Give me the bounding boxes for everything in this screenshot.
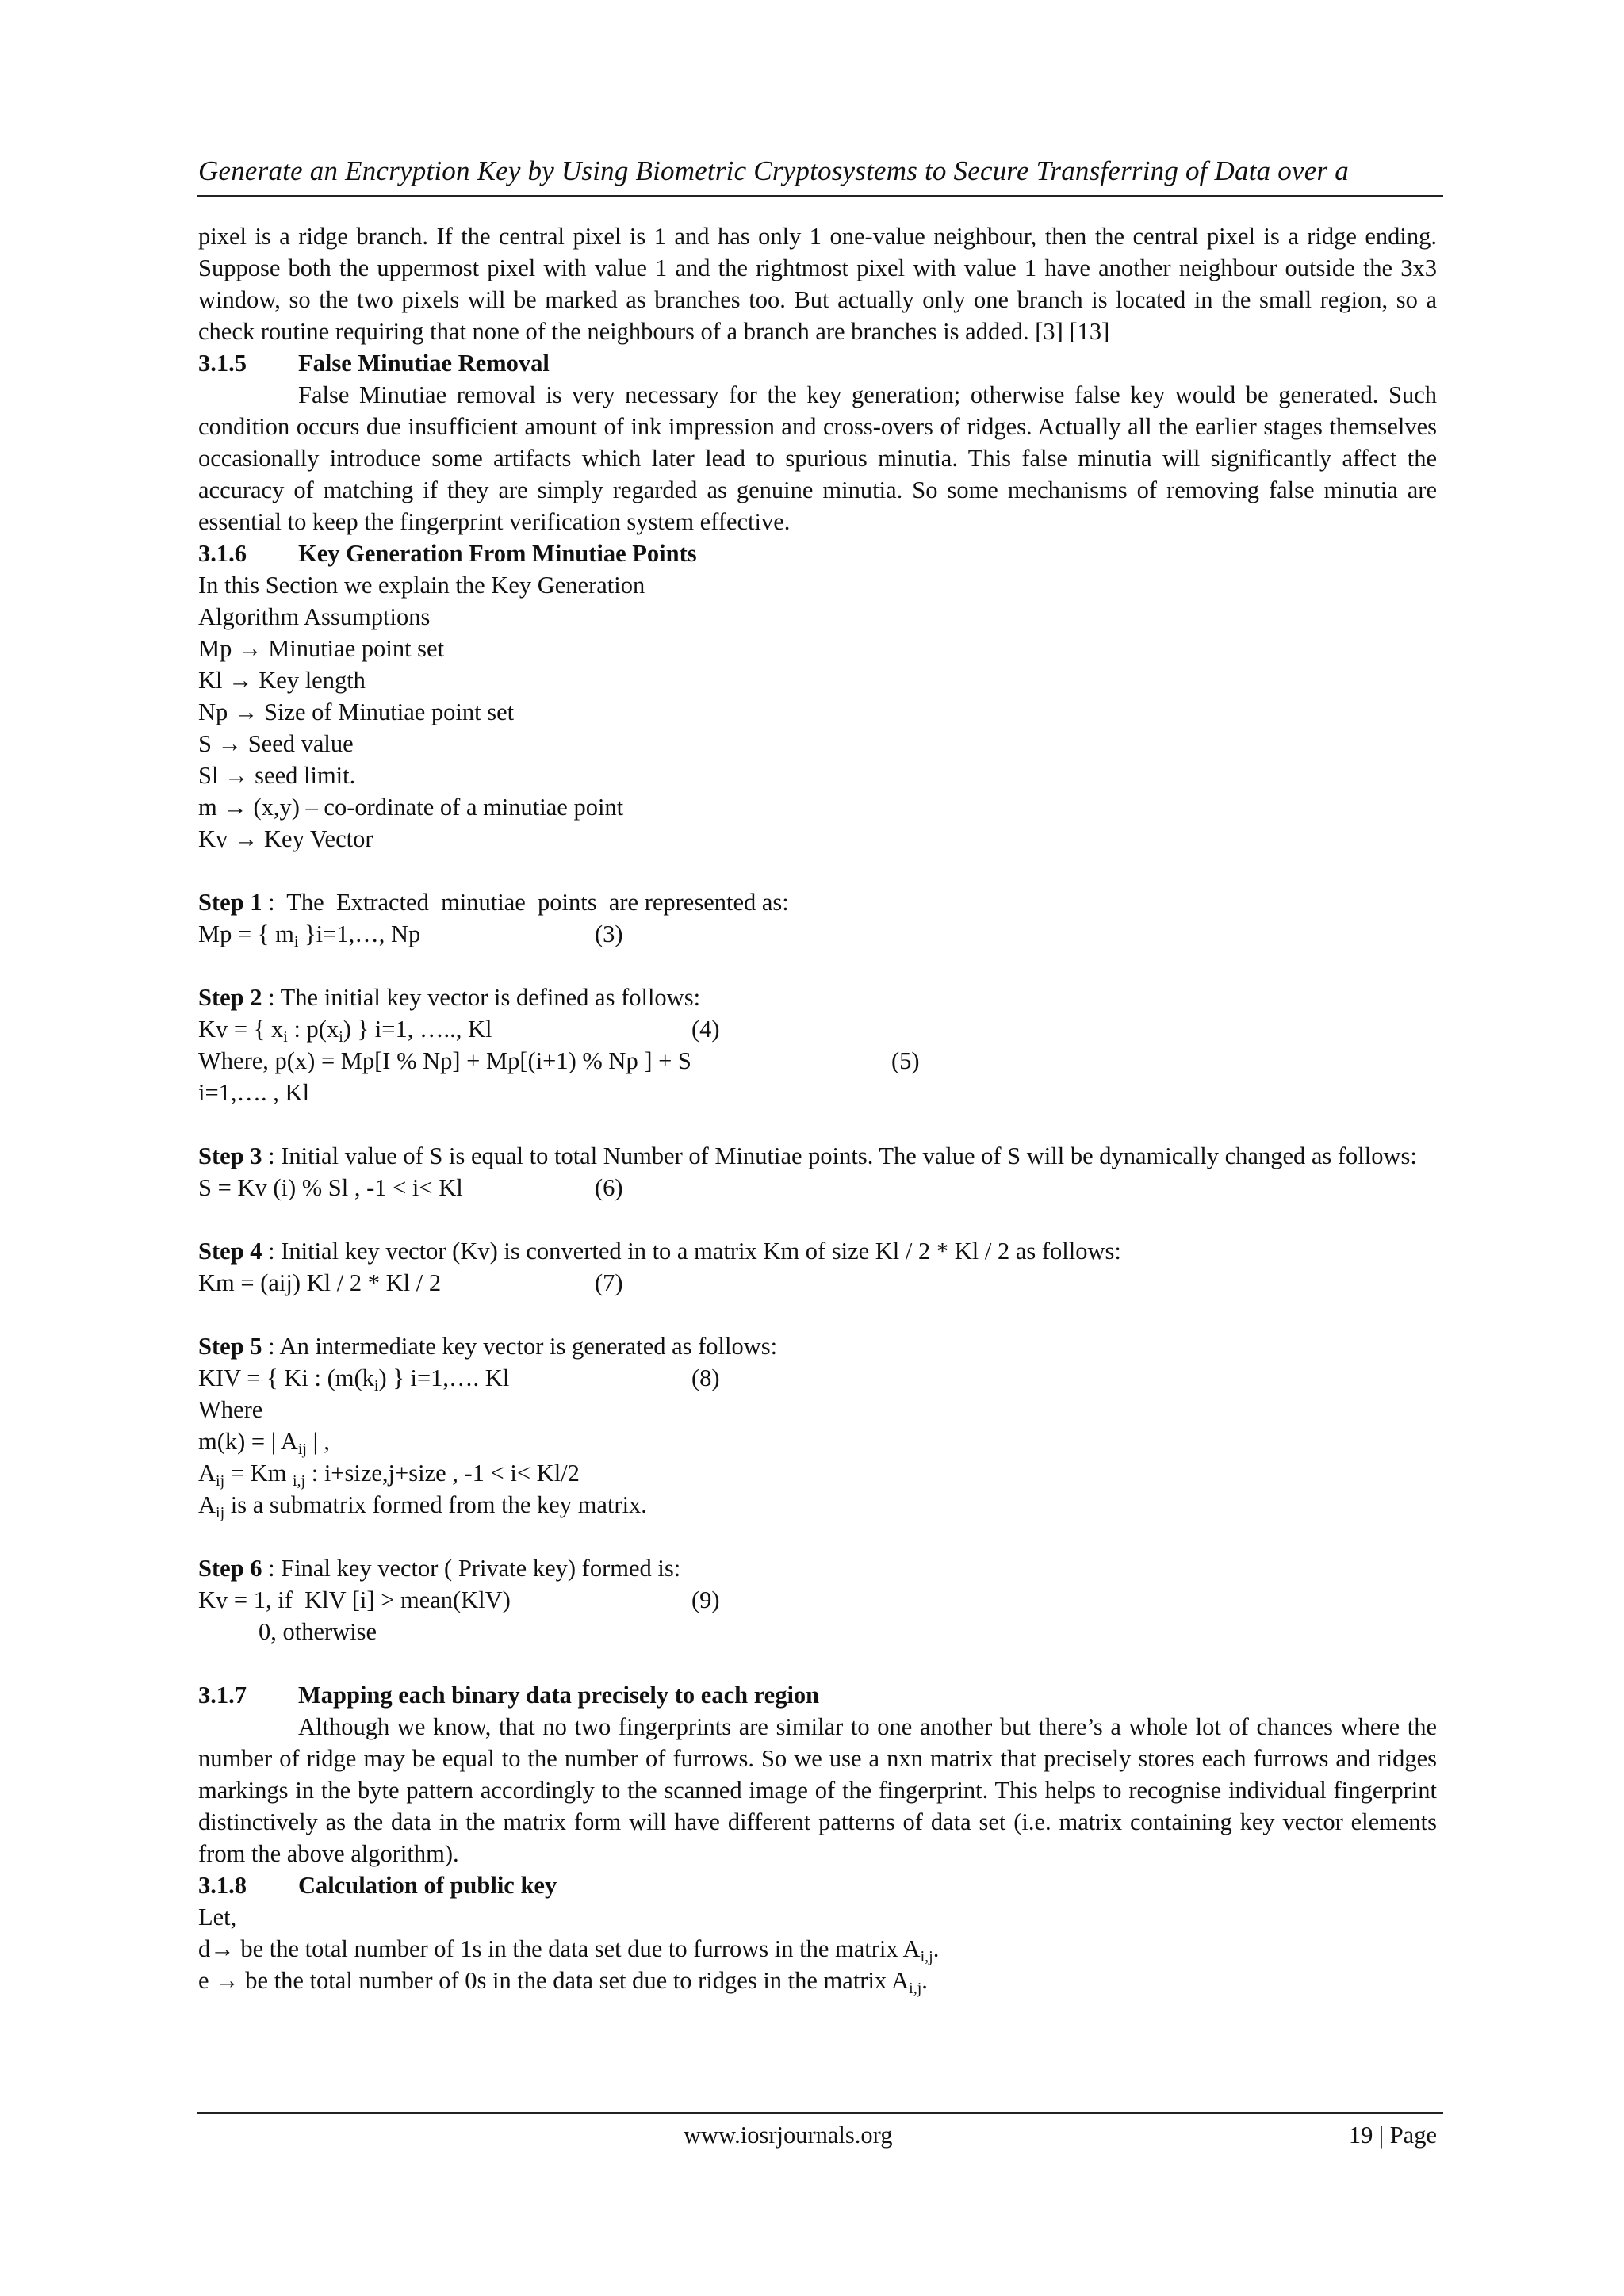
running-header: Generate an Encryption Key by Using Biometric Cryptosystems to Secure Transferring of Data over a xyxy=(198,155,1349,186)
line-submatrix xyxy=(198,1489,1437,1521)
equation-number: (5) xyxy=(891,1047,920,1074)
eq-sub: i xyxy=(339,1028,343,1046)
eq-sub: i xyxy=(283,1028,288,1046)
eq-part: A xyxy=(198,1491,216,1518)
eq-sub: i,j xyxy=(920,1948,933,1965)
line-explain: In this Section we explain the Key Generation xyxy=(198,572,645,599)
step-label: Step 3 xyxy=(198,1142,262,1169)
article-body xyxy=(198,220,1437,1996)
step-2 xyxy=(198,982,1437,1013)
paragraph-false-minutiae: False Minutiae removal is very necessary for the key generation; otherwise false key would be generated. Such condition occurs due insufficient amount of ink impression and cross-overs of ridges. Actually all the earlier stages themselves occasionally introduce some artifacts which later lead to spurious minutia. This false minutia will significantly affect the accuracy of matching if they are simply regarded as genuine minutia. So some mechanisms of removing false minutia are essential to keep the fingerprint verification system effective. xyxy=(198,381,1437,535)
eq-sub: i,j xyxy=(292,1472,306,1490)
eq-part: | , xyxy=(306,1428,330,1455)
spacer xyxy=(198,1108,1437,1140)
step-4 xyxy=(198,1235,1437,1267)
line-let: Let, xyxy=(198,1904,237,1931)
eq-part: . xyxy=(921,1967,928,1994)
definition-line: Sl → seed limit. xyxy=(198,762,356,789)
equation-number: (8) xyxy=(691,1364,720,1391)
definition-line: m → (x,y) – co-ordinate of a minutiae point xyxy=(198,794,624,821)
footer-url: www.iosrjournals.org xyxy=(684,2122,893,2149)
line-where: Where xyxy=(198,1396,263,1423)
equation-8 xyxy=(198,1362,1437,1394)
step-3 xyxy=(198,1140,1437,1172)
step-1 xyxy=(198,886,1437,918)
equation-number: (4) xyxy=(691,1016,720,1043)
section-title: Mapping each binary data precisely to each region xyxy=(298,1682,820,1709)
eq-part: ) } i=1, ….., Kl xyxy=(343,1016,492,1043)
definition-line: Kl → Key length xyxy=(198,667,366,694)
definition-line: Np → Size of Minutiae point set xyxy=(198,698,515,725)
section-number: 3.1.8 xyxy=(198,1872,247,1899)
section-number: 3.1.7 xyxy=(198,1682,247,1709)
eq-part: Kv = 1, if KlV [i] > mean(KlV) xyxy=(198,1586,511,1613)
equation-aij xyxy=(198,1457,1437,1489)
eq-part: }i=1,…, Np xyxy=(298,920,421,947)
eq-part: Km = (aij) Kl / 2 * Kl / 2 xyxy=(198,1269,442,1296)
equation-number: (7) xyxy=(595,1269,623,1296)
section-number: 3.1.5 xyxy=(198,350,247,377)
page-number: 19 | Page xyxy=(1348,2122,1437,2149)
section-title: Key Generation From Minutiae Points xyxy=(298,540,697,567)
step-text: : The Extracted minutiae points are represented as: xyxy=(262,889,789,916)
step-label: Step 4 xyxy=(198,1238,262,1265)
paragraph-intro: pixel is a ridge branch. If the central pixel is 1 and has only 1 one-value neighbour, then the central pixel is a ridge ending. Suppose both the uppermost pixel with value 1 and the rightmost pixel with value 1 have another neighbour outside the 3x3 window, so the two pixels will be marked as branches too. But actually only one branch is located in the small region, so a check routine requiring that none of the neighbours of a branch are branches is added. [3] [13] xyxy=(198,223,1437,345)
definition-line: S → Seed value xyxy=(198,730,354,757)
eq-sub: i xyxy=(373,1377,379,1395)
eq-part: e → be the total number of 0s in the data set due to ridges in the matrix A xyxy=(198,1967,910,1994)
equation-5 xyxy=(198,1045,1437,1077)
step-label: Step 5 xyxy=(198,1333,262,1360)
equation-7 xyxy=(198,1267,1437,1299)
eq-part: : i+size,j+size , -1 < i< Kl/2 xyxy=(305,1460,580,1487)
step-text: : An intermediate key vector is generated as follows: xyxy=(262,1333,778,1360)
paragraph-mapping: Although we know, that no two fingerprints are similar to one another but there’s a whole lot of chances where the number of ridge may be equal to the number of furrows. So we use a nxn matrix that precisely stores each furrows and ridges markings in the byte pattern accordingly to the scanned image of the fingerprint. This helps to recognise individual fingerprint distinctively as the data in the matrix form will have different patterns of data set (i.e. matrix containing key vector elements from the above algorithm). xyxy=(198,1713,1437,1867)
eq-part: ) } i=1,…. Kl xyxy=(378,1364,510,1391)
equation-6 xyxy=(198,1172,1437,1203)
line-otherwise: 0, otherwise xyxy=(259,1618,377,1645)
eq-part: Mp = { m xyxy=(198,920,294,947)
equation-mk xyxy=(198,1425,1437,1457)
equation-range: i=1,…. , Kl xyxy=(198,1079,310,1106)
step-label: Step 2 xyxy=(198,984,262,1011)
eq-sub: ij xyxy=(216,1504,225,1521)
equation-number: (9) xyxy=(691,1586,720,1613)
section-heading-3-1-7 xyxy=(198,1679,1437,1711)
section-heading-3-1-8 xyxy=(198,1869,1437,1901)
step-label: Step 1 xyxy=(198,889,262,916)
eq-part: is a submatrix formed from the key matrix. xyxy=(224,1491,647,1518)
eq-sub: ij xyxy=(297,1441,307,1458)
section-number: 3.1.6 xyxy=(198,540,247,567)
section-heading-3-1-6 xyxy=(198,538,1437,569)
eq-part: A xyxy=(198,1460,216,1487)
step-text: : The initial key vector is defined as follows: xyxy=(262,984,701,1011)
definition-line: Mp → Minutiae point set xyxy=(198,635,445,662)
step-5 xyxy=(198,1330,1437,1362)
eq-sub: i xyxy=(293,933,299,951)
eq-part: S = Kv (i) % Sl , -1 < i< Kl xyxy=(198,1174,463,1201)
eq-part: Where, p(x) = Mp[I % Np] + Mp[(i+1) % Np ] + S xyxy=(198,1047,691,1074)
header-rule xyxy=(197,195,1443,197)
equation-3 xyxy=(198,918,1437,950)
equation-9 xyxy=(198,1584,1437,1616)
eq-sub: i,j xyxy=(909,1980,922,1997)
spacer xyxy=(198,1647,1437,1679)
spacer xyxy=(198,1299,1437,1330)
step-text: : Initial key vector (Kv) is converted in to a matrix Km of size Kl / 2 * Kl / 2 as follows: xyxy=(262,1238,1121,1265)
step-text: : Initial value of S is equal to total Number of Minutiae points. The value of S will be dynamically changed as follows: xyxy=(262,1142,1417,1169)
step-text: : Final key vector ( Private key) formed is: xyxy=(262,1555,681,1582)
eq-part: Kv = { x xyxy=(198,1016,284,1043)
eq-part: : p(x xyxy=(287,1016,339,1043)
line-assumptions: Algorithm Assumptions xyxy=(198,603,431,630)
eq-part: KIV = { Ki : (m(k xyxy=(198,1364,374,1391)
equation-number: (3) xyxy=(595,920,623,947)
eq-part: m(k) = | A xyxy=(198,1428,298,1455)
equation-4 xyxy=(198,1013,1437,1045)
definition-line: Kv → Key Vector xyxy=(198,825,373,852)
eq-part: . xyxy=(933,1935,940,1962)
spacer xyxy=(198,855,1437,886)
eq-part: d→ be the total number of 1s in the data set due to furrows in the matrix A xyxy=(198,1935,921,1962)
section-title: Calculation of public key xyxy=(298,1872,557,1899)
step-label: Step 6 xyxy=(198,1555,262,1582)
section-heading-3-1-5 xyxy=(198,347,1437,379)
step-6 xyxy=(198,1552,1437,1584)
eq-part: = Km xyxy=(224,1460,293,1487)
eq-sub: ij xyxy=(216,1472,225,1490)
line-e xyxy=(198,1965,1437,1996)
equation-number: (6) xyxy=(595,1174,623,1201)
spacer xyxy=(198,1521,1437,1552)
footer-rule xyxy=(197,2112,1443,2114)
spacer xyxy=(198,1203,1437,1235)
line-d xyxy=(198,1933,1437,1965)
spacer xyxy=(198,950,1437,982)
section-title: False Minutiae Removal xyxy=(298,350,550,377)
